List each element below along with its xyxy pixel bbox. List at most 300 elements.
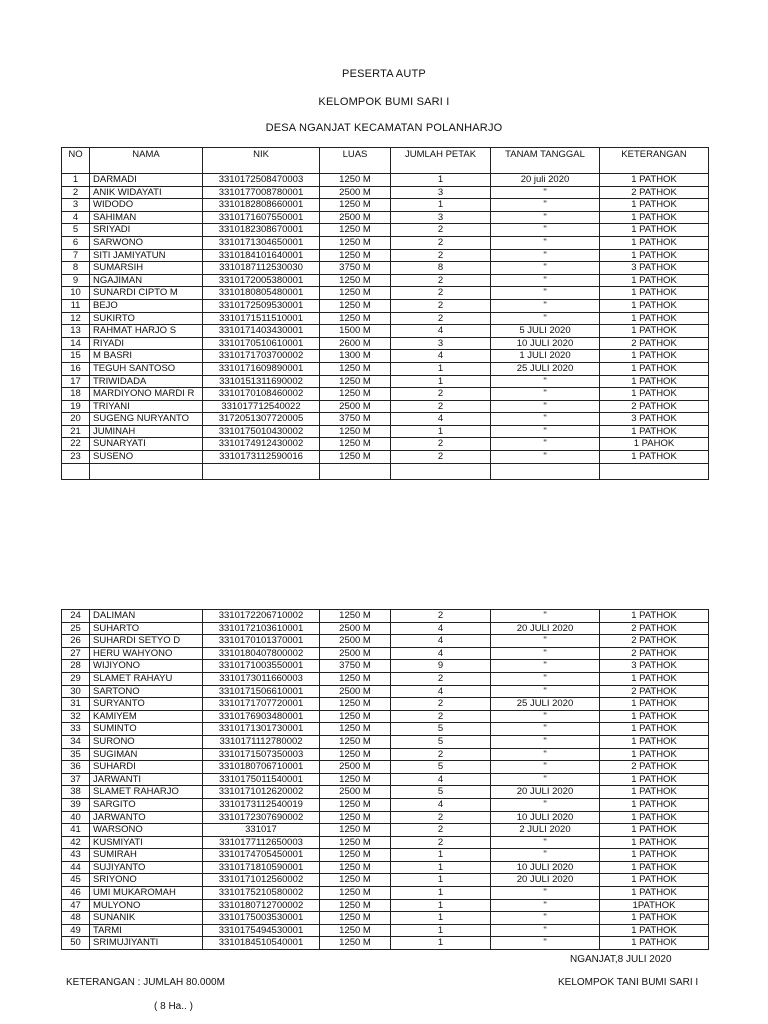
cell-no: 47 xyxy=(62,899,90,912)
cell-luas: 1250 M xyxy=(320,723,391,736)
cell-no: 39 xyxy=(62,798,90,811)
cell-no: 21 xyxy=(62,425,90,438)
cell-luas: 1250 M xyxy=(320,299,391,312)
cell-tanam-tanggal: " xyxy=(491,224,600,237)
cell-nik: 3310171607550001 xyxy=(203,211,320,224)
cell-tanam-tanggal: " xyxy=(491,287,600,300)
cell-keterangan: 1 PATHOK xyxy=(600,773,709,786)
cell-nik: 3310173011660003 xyxy=(203,672,320,685)
cell-jumlah-petak: 1 xyxy=(391,199,491,212)
cell-tanam-tanggal: " xyxy=(491,924,600,937)
table-row xyxy=(62,710,709,723)
cell-keterangan: 1 PATHOK xyxy=(600,937,709,950)
cell-nama: SARTONO xyxy=(90,685,203,698)
cell-nama: MULYONO xyxy=(90,899,203,912)
cell-tanam-tanggal: 10 JULI 2020 xyxy=(491,337,600,350)
cell-nama: RAHMAT HARJO S xyxy=(90,325,203,338)
cell-no: 23 xyxy=(62,451,90,464)
cell-tanam-tanggal: " xyxy=(491,912,600,925)
cell-tanam-tanggal: 20 JULI 2020 xyxy=(491,622,600,635)
cell-nama: SUGIMAN xyxy=(90,748,203,761)
cell-jumlah-petak: 3 xyxy=(391,211,491,224)
cell-nama: SUNARYATI xyxy=(90,438,203,451)
cell-keterangan: 1 PATHOK xyxy=(600,874,709,887)
cell-luas: 1250 M xyxy=(320,362,391,375)
cell-nik: 331017712540022 xyxy=(203,400,320,413)
cell-nama: BEJO xyxy=(90,299,203,312)
table-row xyxy=(62,337,709,350)
table-row xyxy=(62,425,709,438)
cell-luas: 2500 M xyxy=(320,186,391,199)
cell-no: 10 xyxy=(62,287,90,300)
cell-nama: SURONO xyxy=(90,735,203,748)
cell-keterangan: 1 PATHOK xyxy=(600,299,709,312)
signing-date: NGANJAT,8 JULI 2020 xyxy=(570,954,672,965)
cell-nama: SRIYADI xyxy=(90,224,203,237)
cell-no: 50 xyxy=(62,937,90,950)
cell-luas: 1250 M xyxy=(320,199,391,212)
cell-tanam-tanggal: " xyxy=(491,748,600,761)
cell-keterangan: 1 PATHOK xyxy=(600,735,709,748)
cell-luas: 1250 M xyxy=(320,824,391,837)
cell-jumlah-petak: 4 xyxy=(391,798,491,811)
cell-keterangan: 1 PATHOK xyxy=(600,912,709,925)
table-row-empty xyxy=(62,463,709,479)
cell-jumlah-petak: 2 xyxy=(391,451,491,464)
table-row xyxy=(62,388,709,401)
cell-tanam-tanggal: " xyxy=(491,610,600,623)
cell-nama: ANIK WIDAYATI xyxy=(90,186,203,199)
cell-keterangan: 1 PATHOK xyxy=(600,451,709,464)
cell-no: 36 xyxy=(62,761,90,774)
cell-no: 46 xyxy=(62,887,90,900)
cell-jumlah-petak: 2 xyxy=(391,236,491,249)
cell-nik: 3310171403430001 xyxy=(203,325,320,338)
cell-no: 13 xyxy=(62,325,90,338)
cell-luas: 1250 M xyxy=(320,861,391,874)
cell-keterangan: 1 PATHOK xyxy=(600,425,709,438)
cell-luas: 2500 M xyxy=(320,400,391,413)
cell-keterangan: 3 PATHOK xyxy=(600,413,709,426)
cell-nik: 3310151311690002 xyxy=(203,375,320,388)
cell-tanam-tanggal: " xyxy=(491,710,600,723)
cell-nama: M BASRI xyxy=(90,350,203,363)
cell-nik: 3310182308670001 xyxy=(203,224,320,237)
cell-jumlah-petak: 4 xyxy=(391,622,491,635)
cell-nik: 3310172508470003 xyxy=(203,174,320,187)
cell-nik: 3310173112590016 xyxy=(203,451,320,464)
cell-jumlah-petak: 2 xyxy=(391,698,491,711)
cell-nik: 3310175010430002 xyxy=(203,425,320,438)
table-row xyxy=(62,849,709,862)
cell-nama: DARMADI xyxy=(90,174,203,187)
cell-nik: 3310171511510001 xyxy=(203,312,320,325)
cell-jumlah-petak: 2 xyxy=(391,249,491,262)
table-row xyxy=(62,224,709,237)
cell-luas: 3750 M xyxy=(320,413,391,426)
cell-jumlah-petak: 4 xyxy=(391,647,491,660)
cell-tanam-tanggal: 10 JULI 2020 xyxy=(491,861,600,874)
table-row xyxy=(62,274,709,287)
cell-keterangan: 1 PATHOK xyxy=(600,211,709,224)
cell-nik: 3310175210580002 xyxy=(203,887,320,900)
cell-tanam-tanggal: " xyxy=(491,773,600,786)
cell-luas: 1250 M xyxy=(320,425,391,438)
cell-luas: 2600 M xyxy=(320,337,391,350)
table-row xyxy=(62,622,709,635)
cell-nik: 3310175003530001 xyxy=(203,912,320,925)
col-nik: NIK xyxy=(203,148,320,174)
cell-luas: 1250 M xyxy=(320,798,391,811)
cell-tanam-tanggal: " xyxy=(491,274,600,287)
cell-keterangan: 1 PAHOK xyxy=(600,438,709,451)
table-row xyxy=(62,400,709,413)
cell-keterangan: 1PATHOK xyxy=(600,899,709,912)
table-row xyxy=(62,874,709,887)
cell-tanam-tanggal: 25 JULI 2020 xyxy=(491,362,600,375)
empty-cell xyxy=(491,463,600,479)
cell-nama: WIJIYONO xyxy=(90,660,203,673)
cell-tanam-tanggal: " xyxy=(491,199,600,212)
cell-keterangan: 1 PATHOK xyxy=(600,672,709,685)
cell-no: 24 xyxy=(62,610,90,623)
cell-nik: 3310172005380001 xyxy=(203,274,320,287)
cell-keterangan: 1 PATHOK xyxy=(600,287,709,300)
table-row xyxy=(62,635,709,648)
cell-nama: WIDODO xyxy=(90,199,203,212)
cell-jumlah-petak: 4 xyxy=(391,413,491,426)
cell-luas: 1250 M xyxy=(320,224,391,237)
cell-nik: 3310180407800002 xyxy=(203,647,320,660)
table-row xyxy=(62,610,709,623)
table-row xyxy=(62,236,709,249)
cell-luas: 1250 M xyxy=(320,735,391,748)
cell-luas: 1250 M xyxy=(320,748,391,761)
cell-luas: 1250 M xyxy=(320,899,391,912)
cell-nama: SURYANTO xyxy=(90,698,203,711)
cell-keterangan: 2 PATHOK xyxy=(600,635,709,648)
cell-tanam-tanggal: " xyxy=(491,438,600,451)
cell-nama: SUMARSIH xyxy=(90,262,203,275)
cell-nik: 3310171304650001 xyxy=(203,236,320,249)
cell-keterangan: 2 PATHOK xyxy=(600,761,709,774)
cell-nik: 3310172307690002 xyxy=(203,811,320,824)
cell-keterangan: 1 PATHOK xyxy=(600,610,709,623)
cell-nik: 3310171507350003 xyxy=(203,748,320,761)
cell-no: 6 xyxy=(62,236,90,249)
table-row xyxy=(62,312,709,325)
table-row xyxy=(62,924,709,937)
cell-tanam-tanggal: " xyxy=(491,635,600,648)
cell-nama: JARWANTI xyxy=(90,773,203,786)
cell-no: 1 xyxy=(62,174,90,187)
cell-no: 30 xyxy=(62,685,90,698)
cell-no: 32 xyxy=(62,710,90,723)
cell-no: 8 xyxy=(62,262,90,275)
cell-no: 42 xyxy=(62,836,90,849)
cell-keterangan: 1 PATHOK xyxy=(600,362,709,375)
cell-tanam-tanggal: " xyxy=(491,236,600,249)
cell-tanam-tanggal: " xyxy=(491,735,600,748)
cell-nik: 3310171703700002 xyxy=(203,350,320,363)
cell-nik: 3310174705450001 xyxy=(203,849,320,862)
cell-luas: 2500 M xyxy=(320,685,391,698)
col-keterangan: KETERANGAN xyxy=(600,148,709,174)
cell-nama: SAHIMAN xyxy=(90,211,203,224)
cell-luas: 1250 M xyxy=(320,874,391,887)
cell-tanam-tanggal: " xyxy=(491,249,600,262)
cell-no: 35 xyxy=(62,748,90,761)
cell-tanam-tanggal: 20 juli 2020 xyxy=(491,174,600,187)
cell-no: 33 xyxy=(62,723,90,736)
cell-luas: 1300 M xyxy=(320,350,391,363)
cell-nama: TRIYANI xyxy=(90,400,203,413)
cell-nik: 3310170108460002 xyxy=(203,388,320,401)
cell-keterangan: 1 PATHOK xyxy=(600,811,709,824)
total-note: KETERANGAN : JUMLAH 80.000M xyxy=(66,977,225,988)
cell-luas: 2500 M xyxy=(320,647,391,660)
col-no: NO xyxy=(62,148,90,174)
cell-no: 16 xyxy=(62,362,90,375)
cell-tanam-tanggal: " xyxy=(491,299,600,312)
cell-nama: SUGENG NURYANTO xyxy=(90,413,203,426)
cell-luas: 1250 M xyxy=(320,249,391,262)
table-row xyxy=(62,723,709,736)
cell-no: 40 xyxy=(62,811,90,824)
table-row xyxy=(62,798,709,811)
cell-keterangan: 2 PATHOK xyxy=(600,186,709,199)
cell-jumlah-petak: 4 xyxy=(391,325,491,338)
cell-luas: 2500 M xyxy=(320,622,391,635)
cell-nik: 3310180706710001 xyxy=(203,761,320,774)
cell-nik: 3310171810590001 xyxy=(203,861,320,874)
cell-no: 12 xyxy=(62,312,90,325)
cell-jumlah-petak: 1 xyxy=(391,912,491,925)
cell-no: 25 xyxy=(62,622,90,635)
cell-keterangan: 1 PATHOK xyxy=(600,698,709,711)
cell-keterangan: 1 PATHOK xyxy=(600,849,709,862)
col-nama: NAMA xyxy=(90,148,203,174)
cell-keterangan: 1 PATHOK xyxy=(600,274,709,287)
cell-no: 29 xyxy=(62,672,90,685)
cell-jumlah-petak: 2 xyxy=(391,748,491,761)
cell-keterangan: 1 PATHOK xyxy=(600,199,709,212)
table-row xyxy=(62,786,709,799)
cell-nama: SLAMET RAHARJO xyxy=(90,786,203,799)
cell-no: 49 xyxy=(62,924,90,937)
cell-nama: WARSONO xyxy=(90,824,203,837)
cell-nik: 3310182808660001 xyxy=(203,199,320,212)
cell-nama: SUHARDI xyxy=(90,761,203,774)
cell-jumlah-petak: 2 xyxy=(391,400,491,413)
cell-luas: 1250 M xyxy=(320,672,391,685)
cell-tanam-tanggal: " xyxy=(491,647,600,660)
cell-tanam-tanggal: 20 JULI 2020 xyxy=(491,874,600,887)
cell-no: 44 xyxy=(62,861,90,874)
cell-nama: TRIWIDADA xyxy=(90,375,203,388)
cell-keterangan: 1 PATHOK xyxy=(600,312,709,325)
empty-cell xyxy=(62,463,90,479)
cell-keterangan: 1 PATHOK xyxy=(600,723,709,736)
col-luas: LUAS xyxy=(320,148,391,174)
cell-nama: JUMINAH xyxy=(90,425,203,438)
cell-luas: 2500 M xyxy=(320,761,391,774)
cell-tanam-tanggal: 25 JULI 2020 xyxy=(491,698,600,711)
table-row xyxy=(62,413,709,426)
cell-tanam-tanggal: 5 JULI 2020 xyxy=(491,325,600,338)
village-name: DESA NGANJAT KECAMATAN POLANHARJO xyxy=(265,122,503,134)
cell-jumlah-petak: 2 xyxy=(391,710,491,723)
table-row xyxy=(62,773,709,786)
cell-tanam-tanggal: " xyxy=(491,761,600,774)
cell-keterangan: 1 PATHOK xyxy=(600,236,709,249)
group-name: KELOMPOK BUMI SARI I xyxy=(318,96,450,108)
cell-tanam-tanggal: " xyxy=(491,413,600,426)
cell-nik: 3310171003550001 xyxy=(203,660,320,673)
cell-keterangan: 1 PATHOK xyxy=(600,224,709,237)
cell-jumlah-petak: 4 xyxy=(391,773,491,786)
col-jumlah-petak: JUMLAH PETAK xyxy=(391,148,491,174)
empty-cell xyxy=(391,463,491,479)
cell-tanam-tanggal: " xyxy=(491,375,600,388)
cell-keterangan: 1 PATHOK xyxy=(600,350,709,363)
cell-nama: TARMI xyxy=(90,924,203,937)
cell-keterangan: 2 PATHOK xyxy=(600,622,709,635)
cell-keterangan: 1 PATHOK xyxy=(600,924,709,937)
table-row xyxy=(62,451,709,464)
cell-keterangan: 2 PATHOK xyxy=(600,685,709,698)
cell-nik: 3310171609890001 xyxy=(203,362,320,375)
table-row xyxy=(62,375,709,388)
table-row xyxy=(62,761,709,774)
cell-nama: SUMINTO xyxy=(90,723,203,736)
cell-tanam-tanggal: " xyxy=(491,849,600,862)
cell-nama: SUJIYANTO xyxy=(90,861,203,874)
cell-luas: 1250 M xyxy=(320,710,391,723)
cell-no: 43 xyxy=(62,849,90,862)
participants-table-part1 xyxy=(61,147,709,480)
cell-nik: 3310173112540019 xyxy=(203,798,320,811)
cell-nama: SUNANIK xyxy=(90,912,203,925)
cell-jumlah-petak: 1 xyxy=(391,899,491,912)
cell-jumlah-petak: 1 xyxy=(391,887,491,900)
cell-no: 26 xyxy=(62,635,90,648)
cell-keterangan: 1 PATHOK xyxy=(600,375,709,388)
cell-keterangan: 1 PATHOK xyxy=(600,249,709,262)
total-hectares: ( 8 Ha.. ) xyxy=(154,1001,193,1012)
signature-block: KELOMPOK TANI BUMI SARI I xyxy=(558,977,699,988)
cell-luas: 1250 M xyxy=(320,375,391,388)
cell-luas: 1250 M xyxy=(320,773,391,786)
cell-nama: JARWANTO xyxy=(90,811,203,824)
cell-tanam-tanggal: " xyxy=(491,400,600,413)
cell-keterangan: 1 PATHOK xyxy=(600,710,709,723)
cell-nama: SRIYONO xyxy=(90,874,203,887)
table-row xyxy=(62,887,709,900)
table-row xyxy=(62,174,709,187)
cell-nik: 3310174912430002 xyxy=(203,438,320,451)
cell-luas: 1250 M xyxy=(320,887,391,900)
table-row xyxy=(62,211,709,224)
table-header-row xyxy=(62,148,709,174)
cell-tanam-tanggal: " xyxy=(491,211,600,224)
cell-nik: 3310172206710002 xyxy=(203,610,320,623)
cell-luas: 1250 M xyxy=(320,287,391,300)
cell-nik: 3310171301730001 xyxy=(203,723,320,736)
cell-tanam-tanggal: " xyxy=(491,660,600,673)
cell-jumlah-petak: 2 xyxy=(391,836,491,849)
cell-luas: 2500 M xyxy=(320,635,391,648)
cell-nama: SUKIRTO xyxy=(90,312,203,325)
cell-keterangan: 2 PATHOK xyxy=(600,400,709,413)
doc-title: PESERTA AUTP xyxy=(342,68,426,80)
cell-nama: SRIMUJIYANTI xyxy=(90,937,203,950)
cell-luas: 1250 M xyxy=(320,811,391,824)
cell-no: 9 xyxy=(62,274,90,287)
cell-nama: SUHARTO xyxy=(90,622,203,635)
cell-jumlah-petak: 2 xyxy=(391,224,491,237)
cell-jumlah-petak: 1 xyxy=(391,937,491,950)
cell-nik: 3310176903480001 xyxy=(203,710,320,723)
cell-jumlah-petak: 2 xyxy=(391,824,491,837)
cell-luas: 1250 M xyxy=(320,451,391,464)
cell-jumlah-petak: 3 xyxy=(391,337,491,350)
cell-tanam-tanggal: 1 JULI 2020 xyxy=(491,350,600,363)
cell-nama: TEGUH SANTOSO xyxy=(90,362,203,375)
table-row xyxy=(62,262,709,275)
cell-nik: 3310180805480001 xyxy=(203,287,320,300)
table-row xyxy=(62,735,709,748)
cell-tanam-tanggal: " xyxy=(491,899,600,912)
cell-jumlah-petak: 1 xyxy=(391,362,491,375)
cell-luas: 1250 M xyxy=(320,274,391,287)
cell-luas: 2500 M xyxy=(320,786,391,799)
cell-no: 45 xyxy=(62,874,90,887)
cell-no: 41 xyxy=(62,824,90,837)
cell-no: 5 xyxy=(62,224,90,237)
cell-tanam-tanggal: " xyxy=(491,937,600,950)
cell-luas: 3750 M xyxy=(320,660,391,673)
cell-tanam-tanggal: 10 JULI 2020 xyxy=(491,811,600,824)
cell-nik: 3310172103610001 xyxy=(203,622,320,635)
cell-keterangan: 2 PATHOK xyxy=(600,337,709,350)
table-row xyxy=(62,861,709,874)
cell-keterangan: 1 PATHOK xyxy=(600,824,709,837)
cell-tanam-tanggal: " xyxy=(491,186,600,199)
cell-tanam-tanggal: 20 JULI 2020 xyxy=(491,786,600,799)
cell-nama: SARGITO xyxy=(90,798,203,811)
cell-tanam-tanggal: " xyxy=(491,685,600,698)
cell-nama: NGAJIMAN xyxy=(90,274,203,287)
cell-tanam-tanggal: " xyxy=(491,798,600,811)
table-row xyxy=(62,748,709,761)
cell-jumlah-petak: 5 xyxy=(391,761,491,774)
cell-jumlah-petak: 2 xyxy=(391,438,491,451)
cell-no: 4 xyxy=(62,211,90,224)
cell-nik: 3310184101640001 xyxy=(203,249,320,262)
table-row xyxy=(62,438,709,451)
cell-luas: 1250 M xyxy=(320,912,391,925)
cell-nik: 3310175494530001 xyxy=(203,924,320,937)
participants-table-part2 xyxy=(61,609,709,950)
cell-tanam-tanggal: " xyxy=(491,887,600,900)
cell-luas: 1250 M xyxy=(320,836,391,849)
cell-no: 19 xyxy=(62,400,90,413)
cell-nik: 3310171012620002 xyxy=(203,786,320,799)
cell-keterangan: 1 PATHOK xyxy=(600,887,709,900)
cell-jumlah-petak: 4 xyxy=(391,685,491,698)
cell-tanam-tanggal: " xyxy=(491,672,600,685)
